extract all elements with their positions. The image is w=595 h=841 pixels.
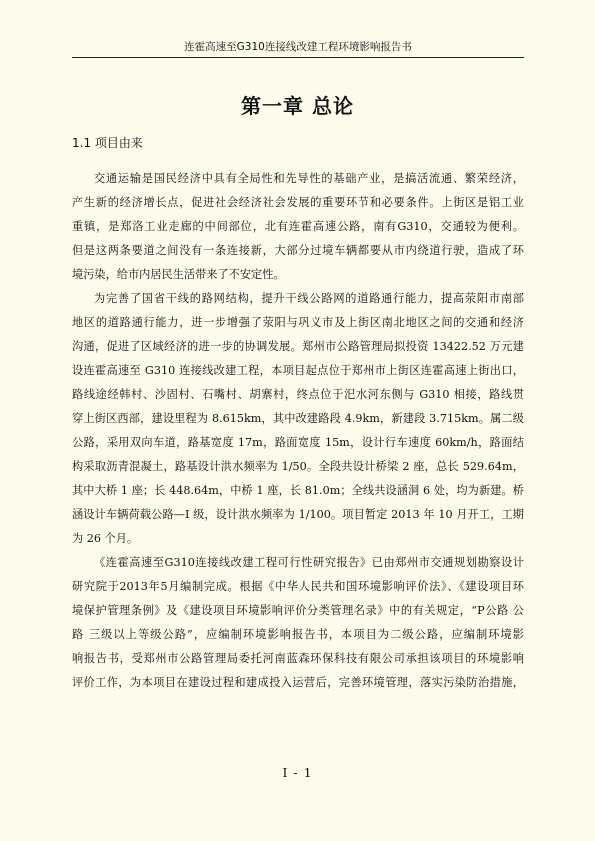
- paragraph-2-line: 其中大桥 1 座；长 448.64m，中桥 1 座，长 81.0m；全线共设涵洞 6 处，均为新建。桥: [72, 484, 524, 497]
- paragraph-1-line: 但是这两条要道之间没有一条连接新，大部分过境车辆都要从市内绕道行驶，造成了环: [72, 244, 524, 257]
- paragraph-1-line: 重镇，是郑洛工业走廊的中间部位，北有连霍高速公路，南有G310，交通较为便利。: [72, 220, 524, 233]
- paragraph-2-line: 穿上街区西部，建设里程为 8.615km，其中改建路段 4.9km，新建段 3.715km。属二级: [72, 412, 524, 425]
- paragraph-3-line: 路 三级以上等级公路”，应编制环境影响报告书，本项目为二级公路，应编制环境影: [72, 628, 524, 641]
- paragraph-2-line: 沟通，促进了区域经济的进一步的协调发展。郑州市公路管理局拟投资 13422.52 万元建: [72, 340, 524, 353]
- paragraph-3-line: 境保护管理条例》及《建设项目环境影响评价分类管理名录》中的有关规定，“P公路 公: [72, 604, 524, 617]
- section-heading: 1.1 项目由来: [72, 136, 143, 150]
- paragraph-3-line: 评价工作，为本项目在建设过程和建成投入运营后，完善环境管理，落实污染防治措施，: [72, 676, 524, 689]
- paragraph-3-line: 研究院于2013年5月编制完成。根据《中华人民共和国环境影响评价法》、《建设项目环: [72, 580, 524, 593]
- running-header-title: 连霍高速至G310连接线改建工程环境影响报告书: [184, 41, 412, 53]
- page-number: I - 1: [282, 765, 313, 780]
- paragraph-2-line: 为 26 个月。: [72, 532, 139, 545]
- paragraph-1-line: 产生新的经济增长点，促进社会经济社会发展的重要环节和必要条件。上街区是铝工业: [72, 196, 524, 209]
- paragraph-3-line: 《连霍高速至G310连接线改建工程可行性研究报告》已由郑州市交通规划勘察设计: [94, 556, 524, 569]
- paragraph-2-line: 地区的道路通行能力，进一步增强了荥阳与巩义市及上街区南北地区之间的交通和经济: [72, 316, 524, 329]
- paragraph-2-line: 构采取沥青混凝土，路基设计洪水频率为 1/50。全段共设计桥梁 2 座，总长 529.64m，: [72, 460, 524, 473]
- paragraph-2-line: 为完善了国省干线的路网结构，提升干线公路网的道路通行能力，提高荥阳市南部: [94, 292, 524, 305]
- paragraph-2-line: 涵设计车辆荷载公路—I 级，设计洪水频率为 1/100。项目暂定 2013 年 10 月开工，工期: [72, 508, 524, 521]
- paragraph-2-line: 设连霍高速至 G310 连接线改建工程，本项目起点位于郑州市上街区连霍高速上街出口，: [72, 364, 524, 377]
- body-text: [72, 167, 524, 695]
- paragraph-1-line: 境污染，给市内居民生活带来了不安定性。: [72, 268, 285, 281]
- paragraph-1-line: 交通运输是国民经济中具有全局性和先导性的基础产业，是搞活流通、繁荣经济，: [94, 172, 524, 185]
- header-rule: [72, 57, 524, 58]
- chapter-title: 第一章 总论: [241, 94, 354, 118]
- paragraph-2-line: 路线途经韩村、沙固村、石嘴村、胡寨村，终点位于汜水河东侧与 G310 相接，路线贯: [72, 388, 524, 401]
- paragraph-2-line: 公路，采用双向车道，路基宽度 17m，路面宽度 15m，设计行车速度 60km/h，路面结: [72, 436, 524, 449]
- paragraph-3-line: 响报告书，受郑州市公路管理局委托河南蓝森环保科技有限公司承担该项目的环境影响: [72, 652, 524, 665]
